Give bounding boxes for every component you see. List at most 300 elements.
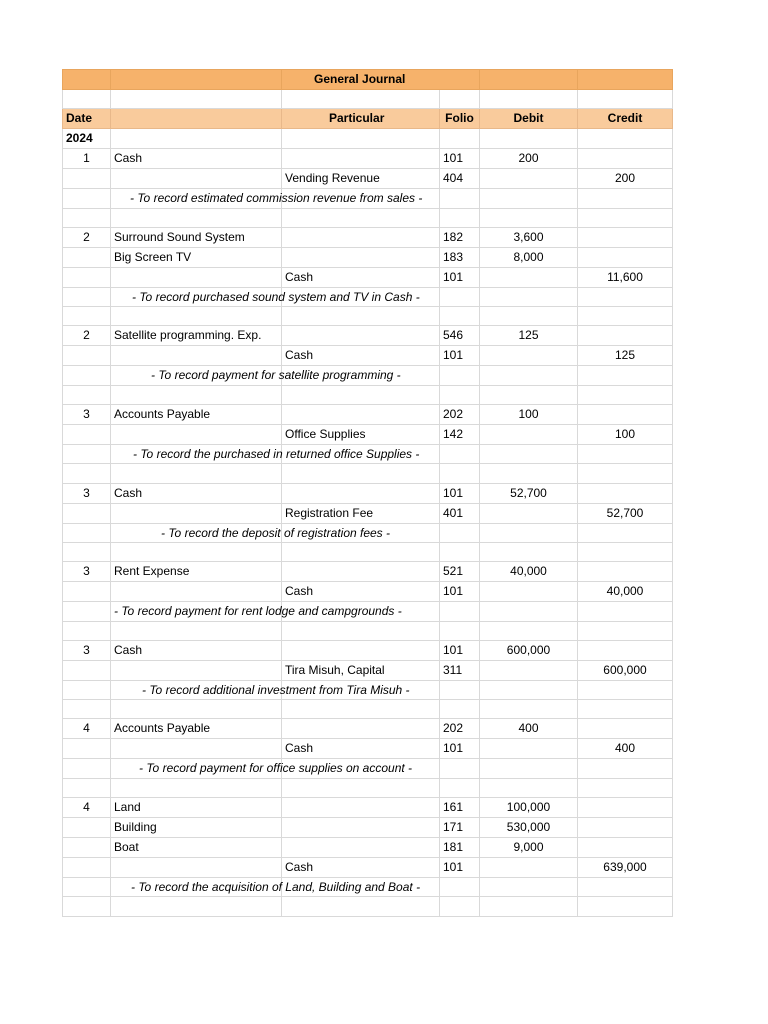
header-empty[interactable] <box>111 109 282 129</box>
header-particular[interactable]: Particular <box>282 109 440 129</box>
folio-cell[interactable]: 101 <box>440 582 480 602</box>
header-credit[interactable]: Credit <box>578 109 673 129</box>
narration-row <box>63 602 673 621</box>
debit-amount-cell[interactable]: 40,000 <box>480 562 578 582</box>
credit-account-cell[interactable]: Vending Revenue <box>282 169 440 189</box>
credit-account-cell[interactable]: Cash <box>282 739 440 759</box>
date-cell[interactable]: 3 <box>63 562 111 582</box>
debit-entry-row <box>63 562 673 582</box>
cell[interactable] <box>440 287 480 306</box>
blank-row <box>63 542 673 561</box>
cell[interactable] <box>111 542 282 561</box>
cell[interactable] <box>480 307 578 326</box>
debit-account-cell[interactable]: Boat <box>111 838 282 858</box>
cell[interactable] <box>440 129 480 149</box>
cell[interactable] <box>111 660 282 680</box>
cell[interactable] <box>63 858 111 878</box>
cell[interactable] <box>63 778 111 797</box>
cell[interactable] <box>111 425 282 445</box>
cell[interactable] <box>578 227 673 247</box>
credit-entry-row <box>63 503 673 523</box>
cell[interactable] <box>480 90 578 109</box>
cell[interactable] <box>282 897 440 916</box>
cell[interactable] <box>578 798 673 818</box>
cell[interactable] <box>440 897 480 916</box>
cell[interactable] <box>578 129 673 149</box>
folio-cell[interactable]: 171 <box>440 818 480 838</box>
cell[interactable] <box>63 582 111 602</box>
cell[interactable] <box>480 759 578 778</box>
cell[interactable] <box>578 149 673 169</box>
cell[interactable] <box>480 169 578 189</box>
narration-text: - To record the acquisition of Land, Building and Boat - <box>131 880 421 895</box>
debit-amount-cell[interactable]: 100,000 <box>480 798 578 818</box>
spacer-row <box>63 90 673 109</box>
debit-entry-row <box>63 483 673 503</box>
debit-account-cell[interactable]: Cash <box>111 640 282 660</box>
folio-cell[interactable]: 181 <box>440 838 480 858</box>
narration-text: - To record payment for office supplies on account - <box>139 761 413 776</box>
cell[interactable] <box>480 464 578 483</box>
year-cell[interactable]: 2024 <box>63 129 111 149</box>
cell[interactable] <box>578 778 673 797</box>
cell[interactable] <box>578 818 673 838</box>
header-debit[interactable]: Debit <box>480 109 578 129</box>
credit-amount-cell[interactable]: 600,000 <box>578 660 673 680</box>
cell[interactable] <box>63 169 111 189</box>
folio-cell[interactable]: 101 <box>440 739 480 759</box>
credit-amount-cell[interactable]: 639,000 <box>578 858 673 878</box>
cell[interactable] <box>63 759 111 778</box>
credit-entry-row <box>63 582 673 602</box>
debit-account-cell[interactable]: Cash <box>111 149 282 169</box>
cell[interactable] <box>282 326 440 346</box>
credit-entry-row <box>63 267 673 287</box>
cell[interactable] <box>282 247 440 267</box>
cell[interactable] <box>480 542 578 561</box>
cell[interactable] <box>282 483 440 503</box>
cell[interactable] <box>63 680 111 699</box>
cell[interactable] <box>440 208 480 227</box>
date-cell[interactable] <box>63 247 111 267</box>
cell[interactable] <box>480 287 578 306</box>
cell[interactable] <box>440 878 480 897</box>
cell[interactable] <box>63 542 111 561</box>
cell[interactable] <box>440 542 480 561</box>
debit-amount-cell[interactable]: 600,000 <box>480 640 578 660</box>
narration-cell[interactable] <box>111 680 410 699</box>
cell[interactable] <box>480 70 578 90</box>
cell[interactable] <box>440 602 480 621</box>
cell[interactable] <box>440 464 480 483</box>
cell[interactable] <box>282 307 440 326</box>
cell[interactable] <box>63 739 111 759</box>
cell[interactable] <box>480 366 578 385</box>
date-cell[interactable] <box>63 838 111 858</box>
cell[interactable] <box>578 366 673 385</box>
folio-cell[interactable]: 182 <box>440 227 480 247</box>
cell[interactable] <box>111 346 282 366</box>
folio-cell[interactable]: 101 <box>440 267 480 287</box>
cell[interactable] <box>111 267 282 287</box>
cell[interactable] <box>63 878 111 897</box>
folio-cell[interactable]: 521 <box>440 562 480 582</box>
cell[interactable] <box>282 640 440 660</box>
cell[interactable] <box>578 621 673 640</box>
narration-row <box>63 366 673 385</box>
cell[interactable] <box>282 405 440 425</box>
cell[interactable] <box>282 149 440 169</box>
cell[interactable] <box>282 464 440 483</box>
cell[interactable] <box>63 425 111 445</box>
cell[interactable] <box>480 267 578 287</box>
date-cell[interactable]: 4 <box>63 719 111 739</box>
debit-amount-cell[interactable]: 8,000 <box>480 247 578 267</box>
cell[interactable] <box>111 464 282 483</box>
debit-amount-cell[interactable]: 400 <box>480 719 578 739</box>
cell[interactable] <box>63 189 111 208</box>
cell[interactable] <box>282 818 440 838</box>
cell[interactable] <box>440 523 480 542</box>
narration-text: - To record the deposit of registration fees - <box>161 525 391 540</box>
cell[interactable] <box>480 346 578 366</box>
credit-account-cell[interactable]: Cash <box>282 267 440 287</box>
credit-account-cell[interactable]: Cash <box>282 346 440 366</box>
cell[interactable] <box>111 129 282 149</box>
cell[interactable] <box>440 700 480 719</box>
cell[interactable] <box>578 189 673 208</box>
cell[interactable] <box>111 70 282 90</box>
folio-cell[interactable]: 183 <box>440 247 480 267</box>
narration-text: - To record purchased sound system and TV in Cash - <box>132 289 420 304</box>
cell[interactable] <box>578 562 673 582</box>
cell[interactable] <box>282 385 440 404</box>
cell[interactable] <box>578 445 673 464</box>
debit-entry-row <box>63 149 673 169</box>
folio-cell[interactable]: 161 <box>440 798 480 818</box>
header-row <box>63 109 673 129</box>
cell[interactable] <box>480 425 578 445</box>
cell[interactable] <box>111 307 282 326</box>
cell[interactable] <box>282 208 440 227</box>
cell[interactable] <box>440 366 480 385</box>
cell[interactable] <box>282 129 440 149</box>
cell[interactable] <box>440 445 480 464</box>
cell[interactable] <box>578 700 673 719</box>
debit-entry-row <box>63 838 673 858</box>
cell[interactable] <box>63 366 111 385</box>
cell[interactable] <box>480 897 578 916</box>
narration-row <box>63 445 673 464</box>
cell[interactable] <box>63 503 111 523</box>
credit-amount-cell[interactable]: 52,700 <box>578 503 673 523</box>
credit-entry-row <box>63 425 673 445</box>
folio-cell[interactable]: 401 <box>440 503 480 523</box>
cell[interactable] <box>111 700 282 719</box>
narration-row <box>63 680 673 699</box>
debit-amount-cell[interactable]: 100 <box>480 405 578 425</box>
debit-entry-row <box>63 798 673 818</box>
credit-account-cell[interactable]: Tira Misuh, Capital <box>282 660 440 680</box>
blank-row <box>63 208 673 227</box>
credit-amount-cell[interactable]: 200 <box>578 169 673 189</box>
narration-text: - To record the purchased in returned office Supplies - <box>133 447 420 462</box>
debit-entry-row <box>63 326 673 346</box>
cell[interactable] <box>63 602 111 621</box>
narration-cell[interactable] <box>111 523 391 542</box>
narration-cell[interactable] <box>111 602 402 621</box>
cell[interactable] <box>440 385 480 404</box>
cell[interactable] <box>578 523 673 542</box>
credit-amount-cell[interactable]: 11,600 <box>578 267 673 287</box>
cell[interactable] <box>282 719 440 739</box>
cell[interactable] <box>578 640 673 660</box>
cell[interactable] <box>282 90 440 109</box>
folio-cell[interactable]: 101 <box>440 640 480 660</box>
cell[interactable] <box>480 878 578 897</box>
cell[interactable] <box>480 208 578 227</box>
folio-cell[interactable]: 404 <box>440 169 480 189</box>
debit-entry-row <box>63 227 673 247</box>
cell[interactable] <box>63 90 111 109</box>
cell[interactable] <box>578 208 673 227</box>
cell[interactable] <box>578 838 673 858</box>
cell[interactable] <box>111 739 282 759</box>
cell[interactable] <box>111 90 282 109</box>
blank-row <box>63 778 673 797</box>
cell[interactable] <box>282 562 440 582</box>
debit-account-cell[interactable]: Accounts Payable <box>111 719 282 739</box>
cell[interactable] <box>440 759 480 778</box>
cell[interactable] <box>578 247 673 267</box>
general-journal-table <box>62 69 673 917</box>
cell[interactable] <box>111 503 282 523</box>
title-row <box>63 70 673 90</box>
date-cell[interactable]: 3 <box>63 483 111 503</box>
date-cell[interactable] <box>63 818 111 838</box>
narration-cell[interactable] <box>111 878 421 897</box>
cell[interactable] <box>480 602 578 621</box>
narration-cell[interactable] <box>111 366 401 385</box>
cell[interactable] <box>282 798 440 818</box>
cell[interactable] <box>440 90 480 109</box>
cell[interactable] <box>63 70 111 90</box>
narration-row <box>63 878 673 897</box>
debit-amount-cell[interactable]: 52,700 <box>480 483 578 503</box>
cell[interactable] <box>578 326 673 346</box>
cell[interactable] <box>480 660 578 680</box>
debit-amount-cell[interactable]: 125 <box>480 326 578 346</box>
cell[interactable] <box>480 739 578 759</box>
credit-account-cell[interactable]: Registration Fee <box>282 503 440 523</box>
debit-entry-row <box>63 405 673 425</box>
cell[interactable] <box>63 660 111 680</box>
debit-account-cell[interactable]: Building <box>111 818 282 838</box>
cell[interactable] <box>63 267 111 287</box>
cell[interactable] <box>480 189 578 208</box>
cell[interactable] <box>63 523 111 542</box>
cell[interactable] <box>480 523 578 542</box>
credit-entry-row <box>63 660 673 680</box>
narration-row <box>63 523 673 542</box>
cell[interactable] <box>578 307 673 326</box>
debit-amount-cell[interactable]: 530,000 <box>480 818 578 838</box>
debit-entry-row <box>63 719 673 739</box>
cell[interactable] <box>111 169 282 189</box>
cell[interactable] <box>440 307 480 326</box>
blank-row <box>63 307 673 326</box>
blank-row <box>63 897 673 916</box>
blank-row <box>63 464 673 483</box>
cell[interactable] <box>63 897 111 916</box>
cell[interactable] <box>578 542 673 561</box>
debit-entry-row <box>63 247 673 267</box>
cell[interactable] <box>578 680 673 699</box>
debit-account-cell[interactable]: Satellite programming. Exp. <box>111 326 282 346</box>
cell[interactable] <box>282 700 440 719</box>
cell[interactable] <box>480 680 578 699</box>
narration-text: - To record additional investment from Tira Misuh - <box>142 682 410 697</box>
cell[interactable] <box>480 129 578 149</box>
narration-text: - To record estimated commission revenue from sales - <box>130 191 423 206</box>
cell[interactable] <box>480 621 578 640</box>
narration-text: - To record payment for rent lodge and campgrounds - <box>114 604 402 619</box>
narration-row <box>63 189 673 208</box>
cell[interactable] <box>480 503 578 523</box>
folio-cell[interactable]: 202 <box>440 719 480 739</box>
date-cell[interactable]: 2 <box>63 227 111 247</box>
narration-row <box>63 759 673 778</box>
date-cell[interactable]: 3 <box>63 640 111 660</box>
date-cell[interactable]: 1 <box>63 149 111 169</box>
cell[interactable] <box>440 680 480 699</box>
cell[interactable] <box>480 700 578 719</box>
blank-row <box>63 385 673 404</box>
cell[interactable] <box>440 621 480 640</box>
cell[interactable] <box>63 385 111 404</box>
debit-account-cell[interactable]: Big Screen TV <box>111 247 282 267</box>
credit-account-cell[interactable]: Cash <box>282 582 440 602</box>
header-folio[interactable]: Folio <box>440 109 480 129</box>
cell[interactable] <box>578 719 673 739</box>
cell[interactable] <box>578 90 673 109</box>
cell[interactable] <box>63 307 111 326</box>
cell[interactable] <box>440 778 480 797</box>
header-date[interactable]: Date <box>63 109 111 129</box>
cell[interactable] <box>578 602 673 621</box>
cell[interactable] <box>578 878 673 897</box>
cell[interactable] <box>282 778 440 797</box>
narration-cell[interactable] <box>111 445 420 464</box>
cell[interactable] <box>578 483 673 503</box>
cell[interactable] <box>111 858 282 878</box>
cell[interactable] <box>480 582 578 602</box>
cell[interactable] <box>63 700 111 719</box>
cell[interactable] <box>63 464 111 483</box>
debit-entry-row <box>63 818 673 838</box>
cell[interactable] <box>111 778 282 797</box>
cell[interactable] <box>63 208 111 227</box>
year-row <box>63 129 673 149</box>
narration-cell[interactable] <box>111 287 420 306</box>
cell[interactable] <box>440 189 480 208</box>
credit-entry-row <box>63 346 673 366</box>
debit-account-cell[interactable]: Land <box>111 798 282 818</box>
cell[interactable] <box>480 778 578 797</box>
narration-cell[interactable] <box>111 189 423 208</box>
journal-title[interactable]: General Journal <box>282 70 480 90</box>
cell[interactable] <box>111 897 282 916</box>
cell[interactable] <box>111 582 282 602</box>
cell[interactable] <box>282 838 440 858</box>
cell[interactable] <box>111 208 282 227</box>
debit-account-cell[interactable]: Rent Expense <box>111 562 282 582</box>
folio-cell[interactable]: 142 <box>440 425 480 445</box>
cell[interactable] <box>578 385 673 404</box>
cell[interactable] <box>578 405 673 425</box>
cell[interactable] <box>111 385 282 404</box>
folio-cell[interactable]: 546 <box>440 326 480 346</box>
cell[interactable] <box>578 70 673 90</box>
cell[interactable] <box>578 287 673 306</box>
folio-cell[interactable]: 202 <box>440 405 480 425</box>
debit-account-cell[interactable]: Accounts Payable <box>111 405 282 425</box>
debit-amount-cell[interactable]: 3,600 <box>480 227 578 247</box>
debit-account-cell[interactable]: Cash <box>111 483 282 503</box>
date-cell[interactable]: 4 <box>63 798 111 818</box>
debit-amount-cell[interactable]: 9,000 <box>480 838 578 858</box>
folio-cell[interactable]: 311 <box>440 660 480 680</box>
cell[interactable] <box>282 542 440 561</box>
cell[interactable] <box>63 287 111 306</box>
narration-row <box>63 287 673 306</box>
date-cell[interactable]: 3 <box>63 405 111 425</box>
credit-amount-cell[interactable]: 100 <box>578 425 673 445</box>
cell[interactable] <box>111 621 282 640</box>
cell[interactable] <box>578 759 673 778</box>
debit-entry-row <box>63 640 673 660</box>
cell[interactable] <box>480 385 578 404</box>
folio-cell[interactable]: 101 <box>440 858 480 878</box>
credit-amount-cell[interactable]: 400 <box>578 739 673 759</box>
cell[interactable] <box>63 346 111 366</box>
narration-cell[interactable] <box>111 759 413 778</box>
cell[interactable] <box>63 621 111 640</box>
date-cell[interactable]: 2 <box>63 326 111 346</box>
folio-cell[interactable]: 101 <box>440 346 480 366</box>
debit-account-cell[interactable]: Surround Sound System <box>111 227 282 247</box>
credit-amount-cell[interactable]: 125 <box>578 346 673 366</box>
credit-entry-row <box>63 858 673 878</box>
cell[interactable] <box>63 445 111 464</box>
cell[interactable] <box>282 621 440 640</box>
narration-text: - To record payment for satellite programming - <box>151 368 401 383</box>
credit-entry-row <box>63 169 673 189</box>
cell[interactable] <box>578 897 673 916</box>
cell[interactable] <box>480 858 578 878</box>
credit-amount-cell[interactable]: 40,000 <box>578 582 673 602</box>
folio-cell[interactable]: 101 <box>440 149 480 169</box>
cell[interactable] <box>282 227 440 247</box>
cell[interactable] <box>480 445 578 464</box>
debit-amount-cell[interactable]: 200 <box>480 149 578 169</box>
blank-row <box>63 700 673 719</box>
blank-row <box>63 621 673 640</box>
credit-account-cell[interactable]: Cash <box>282 858 440 878</box>
credit-account-cell[interactable]: Office Supplies <box>282 425 440 445</box>
cell[interactable] <box>578 464 673 483</box>
folio-cell[interactable]: 101 <box>440 483 480 503</box>
